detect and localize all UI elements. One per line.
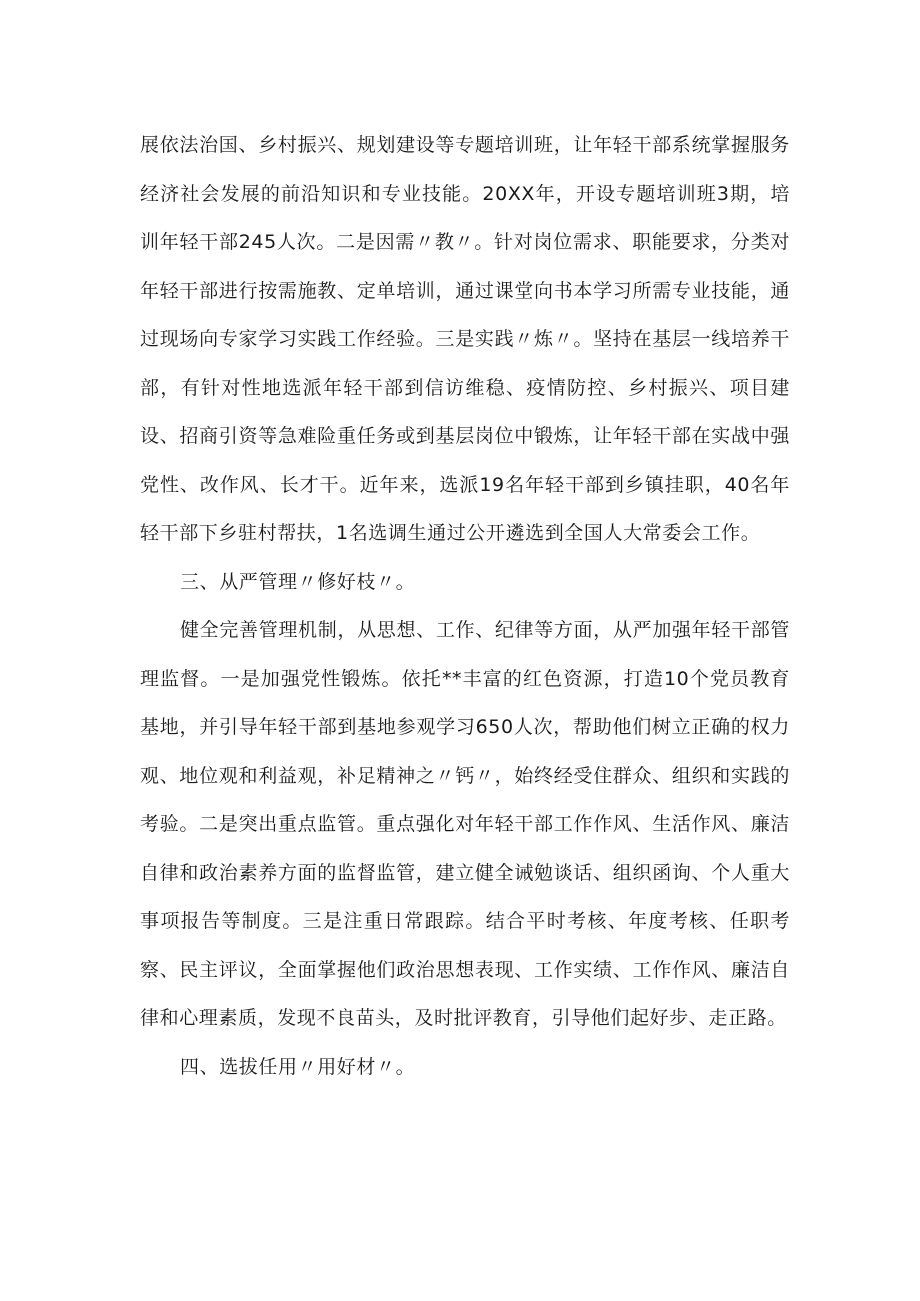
body-paragraph-management: 健全完善管理机制，从思想、工作、纪律等方面，从严加强年轻干部管理监督。一是加强党性锻炼。依托**丰富的红色资源，打造10个党员教育基地，并引导年轻干部到基地参观学习650人次，帮助他们树立正确的权力观、地位观和利益观，补足精神之〃钙〃，始终经受住群众、组织和实践的考验。二是突出重点监管。重点强化对年轻干部工作作风、生活作风、廉洁自律和政治素养方面的监督监管，建立健全诫勉谈话、组织函询、个人重大事项报告等制度。三是注重日常跟踪。结合平时考核、年度考核、任职考察、民主评议，全面掌握他们政治思想表现、工作实绩、工作作风、廉洁自律和心理素质，发现不良苗头，及时批评教育，引导他们起好步、走正路。	[140, 619, 790, 1029]
body-paragraph-training: 展依法治国、乡村振兴、规划建设等专题培训班，让年轻干部系统掌握服务经济社会发展的前沿知识和专业技能。20XX年，开设专题培训班3期，培训年轻干部245人次。二是因需〃教〃。针对岗位需求、职能要求，分类对年轻干部进行按需施教、定单培训，通过课堂向书本学习所需专业技能，通过现场向专家学习实践工作经验。三是实践〃炼〃。坚持在基层一线培养干部，有针对性地选派年轻干部到信访维稳、疫情防控、乡村振兴、项目建设、招商引资等急难险重任务或到基层岗位中锻炼，让年轻干部在实战中强党性、改作风、长才干。近年来，选派19名年轻干部到乡镇挂职，40名年轻干部下乡驻村帮扶，1名选调生通过公开遴选到全国人大常委会工作。	[140, 134, 790, 544]
section-heading-selection: 四、选拔任用〃用好材〃。	[180, 1055, 416, 1078]
section-heading-management: 三、从严管理〃修好枝〃。	[180, 570, 416, 593]
document-body	[140, 121, 790, 1091]
